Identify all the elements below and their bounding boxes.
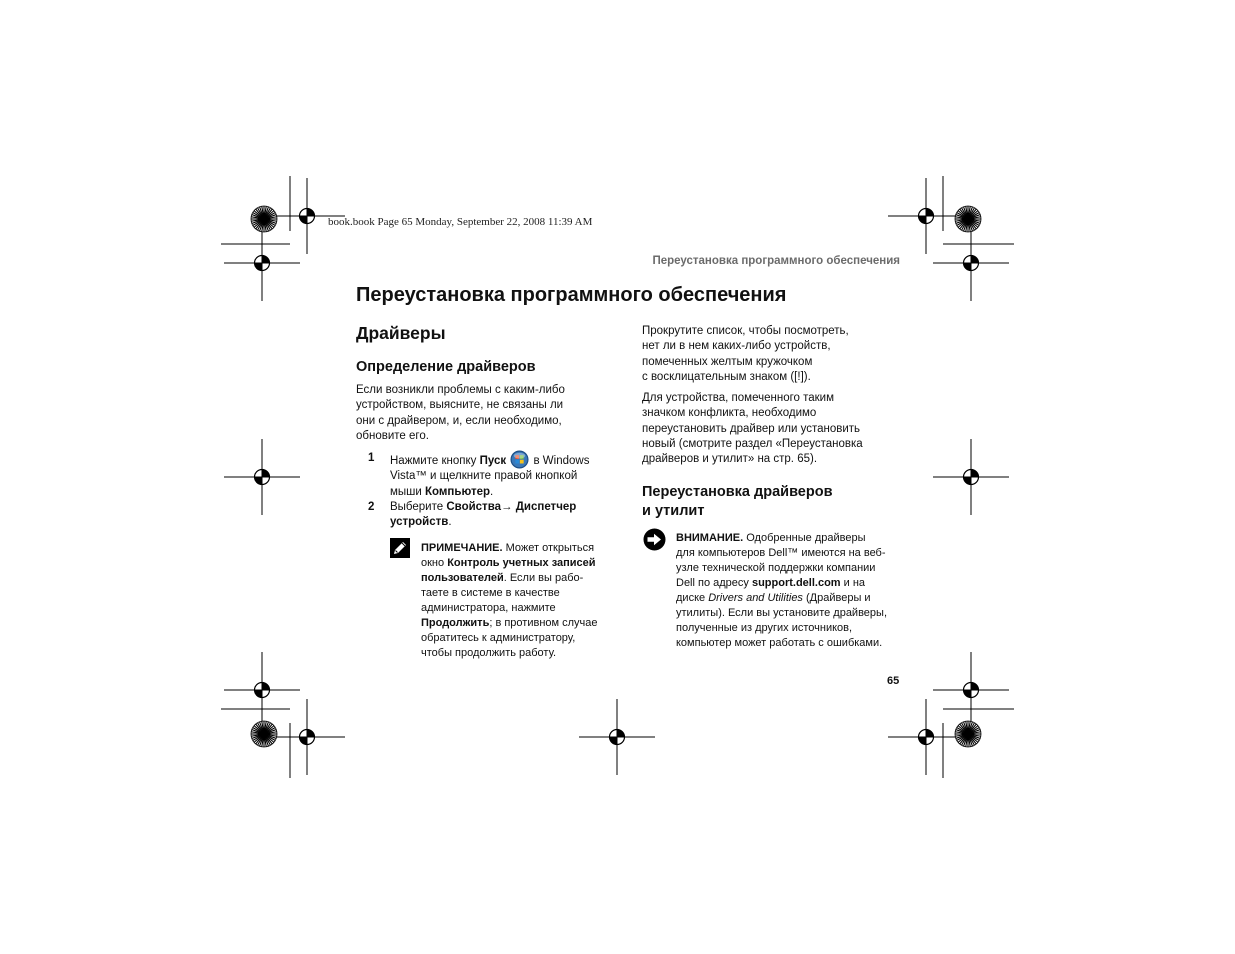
step-number: 1 (368, 452, 375, 464)
registration-mark-icon (933, 225, 1009, 301)
section-title: Драйверы (356, 323, 446, 343)
star-target-icon (251, 206, 277, 232)
windows-start-orb-icon (510, 450, 529, 469)
note-pencil-icon (390, 538, 410, 558)
step-2-text: Выберите Свойства→ Диспетчер устройств. (390, 501, 577, 529)
note-text: ПРИМЕЧАНИЕ. Может открыться окно Контроль учетных записей пользователей. Если вы рабо- таете в системе в качестве администратора, нажмите Продолжить; в противном случае обратитесь к администратору, чтобы продолжить работу. (421, 542, 598, 659)
registration-mark-icon (888, 699, 964, 775)
registration-mark-icon (888, 178, 964, 254)
registration-mark-icon (933, 652, 1009, 728)
notice-text: ВНИМАНИЕ. Одобренные драйверы для компьютеров Dell™ имеются на веб- узле технической поддержки компании Dell по адресу support.dell.com и на диске Drivers and Utilities (Драйверы и утилиты). Если вы установите драйверы, полученные из других источников, компьютер может работать с ошибками. (676, 532, 887, 649)
subheading-identify-drivers: Определение драйверов (356, 359, 536, 375)
registration-mark-icon (933, 439, 1009, 515)
scroll-list-paragraph: Прокрутите список, чтобы посмотреть, нет ли в нем каких-либо устройств, помеченных желтым кружочком с восклицательным знаком ([!]). (642, 325, 849, 383)
star-target-icon (955, 206, 981, 232)
step-number: 2 (368, 501, 375, 513)
running-head: Переустановка программного обеспечения (652, 255, 900, 267)
subheading-reinstall-drivers: Переустановка драйверов и утилит (642, 484, 833, 519)
star-target-icon (251, 721, 277, 747)
registration-mark-icon (224, 439, 300, 515)
notice-arrow-icon (643, 528, 666, 551)
registration-mark-icon (224, 225, 300, 301)
step-1-text: Нажмите кнопку Пуск в Windows Vista™ и щелкните правой кнопкой мыши Компьютер. (390, 450, 620, 500)
registration-mark-icon (579, 699, 655, 775)
registration-mark-icon (224, 652, 300, 728)
page-number: 65 (887, 675, 900, 687)
slug-line: book.book Page 65 Monday, September 22, 2008 11:39 AM (328, 216, 593, 228)
star-target-icon (955, 721, 981, 747)
registration-mark-icon (269, 699, 345, 775)
intro-paragraph: Если возникли проблемы с каким-либо устройством, выясните, не связаны ли они с драйвером, и, если необходимо, обновите его. (356, 384, 565, 442)
chapter-title: Переустановка программного обеспечения (356, 284, 787, 306)
conflict-paragraph: Для устройства, помеченного таким значком конфликта, необходимо переустановить драйвер или установить новый (смотрите раздел «Переустановка драйверов и утилит» на стр. 65). (642, 392, 863, 466)
